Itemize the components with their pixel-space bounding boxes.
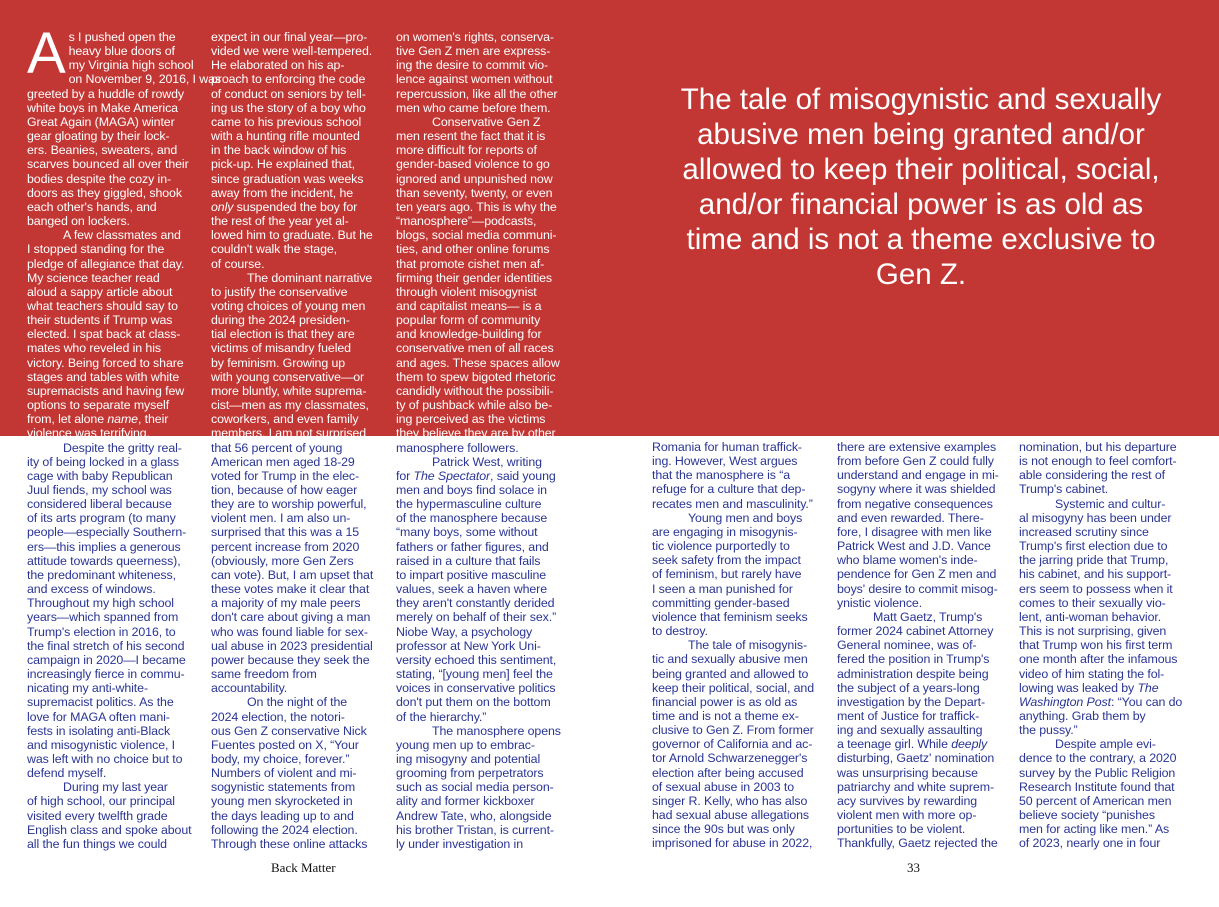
text-line: Trump's cabinet. [1019, 482, 1109, 497]
text-line: Despite ample evi- [1055, 737, 1156, 752]
text-line: nomination, but his departure [1019, 440, 1177, 454]
text-line: Systemic and cultur- [1055, 496, 1166, 511]
text-line: of sexual abuse in 2003 to [652, 779, 795, 794]
text-line: the rest of the year yet al- [211, 214, 349, 229]
text-line: believe society “punishes [1019, 808, 1155, 823]
text-line: conservative men of all races [396, 341, 554, 356]
text-line: aloud a sappy article about [27, 284, 173, 299]
text-line: ing us the story of a boy who [211, 100, 366, 115]
text-line: supremacists and having few [27, 383, 185, 398]
text-line: violence that feminism seeks [652, 609, 808, 624]
text-line: Washington Post: “You can do [1019, 694, 1183, 709]
text-line: understand and engage in mi- [837, 468, 999, 483]
text-line: versity echoed this sentiment, [396, 652, 557, 667]
text-line: violent men. I am also un- [211, 511, 351, 526]
footer-section-title: Back Matter [271, 860, 336, 875]
text-line: since graduation was weeks [211, 171, 364, 186]
text-line: with a hunting rifle mounted [211, 129, 360, 144]
text-line: tion, because of how eager [211, 483, 358, 497]
text-line: pledge of allegiance that day. [27, 256, 185, 271]
text-line: lowed him to graduate. But he [211, 228, 373, 243]
text-line: the predominant whiteness, [27, 567, 176, 582]
text-line: who blame women's inde- [837, 553, 978, 568]
text-line: from, let alone name, their [27, 412, 169, 427]
text-line: al misogyny has been under [1019, 510, 1172, 525]
text-line: s I pushed open the [68, 30, 176, 44]
text-line: I seen a man punished for [652, 581, 793, 596]
text-line: ity of being locked in a glass [27, 454, 179, 469]
text-line: of its arts program (to many [27, 511, 176, 526]
text-line: merely on behalf of their sex.” [396, 610, 557, 625]
text-line: American men aged 18-29 [211, 454, 355, 469]
text-line: are engaging in misogynis- [652, 524, 798, 539]
text-line: each other's hands, and [27, 199, 157, 214]
text-line: tic and sexually abusive men [652, 652, 808, 667]
text-line: is not enough to feel comfort- [1019, 454, 1177, 469]
text-line: scarves bounced all over their [27, 157, 189, 172]
text-line: doors as they giggled, shook [27, 185, 182, 200]
text-line: from before Gen Z could fully [837, 454, 994, 469]
text-line: of high school, our principal [27, 794, 175, 809]
text-line: following the 2024 election. [211, 822, 358, 837]
text-line: ing and sexually assaulting [837, 723, 983, 738]
text-line: ignored and unpunished now [396, 171, 553, 186]
text-line: “manosphere”—podcasts, [396, 214, 537, 229]
text-line: and capitalist means— is a [396, 298, 542, 313]
text-line: what teachers should say to [27, 298, 178, 313]
text-line: Conservative Gen Z [432, 114, 541, 129]
text-line: on women's rights, conserva- [396, 30, 554, 44]
text-line: tial election is that they are [211, 327, 355, 342]
text-line: they are to worship powerful, [211, 497, 367, 512]
text-line: greeted by a huddle of rowdy [27, 86, 185, 101]
text-line: cist—men as my classmates, [211, 398, 369, 413]
text-line: Trump's election in 2016, to [27, 624, 176, 639]
text-line: ous Gen Z conservative Nick [211, 723, 367, 738]
text-line: A few classmates and [63, 228, 181, 243]
text-line: than seventy, twenty, or even [396, 185, 553, 200]
text-line: that the manosphere is “a [652, 468, 791, 483]
text-line: He elaborated on his ap- [211, 58, 345, 73]
text-line: the final stretch of his second [27, 638, 185, 653]
column-4 [652, 440, 830, 851]
text-line: portunities to be violent. [837, 822, 966, 837]
text-line: ly under investigation in [396, 836, 523, 851]
text-line: 50 percent of American men [1019, 793, 1172, 808]
text-line: ers. Beanies, sweaters, and [27, 143, 178, 158]
text-line: his cabinet, and his support- [1019, 567, 1172, 582]
text-line: Despite the gritty real- [63, 440, 182, 455]
text-line: English class and spoke about [27, 822, 192, 837]
text-line: On the night of the [247, 695, 348, 710]
text-line: refuge for a culture that dep- [652, 482, 806, 497]
page-number: 33 [907, 860, 920, 875]
text-line: Research Institute found that [1019, 779, 1175, 794]
text-line: anything. Grab them by [1019, 708, 1146, 723]
text-line: percent increase from 2020 [211, 539, 360, 554]
text-line: Thankfully, Gaetz rejected the [837, 836, 998, 851]
text-line: the subject of a years-long [837, 680, 980, 695]
text-line: nicating my anti-white- [27, 681, 148, 696]
text-line: pendence for Gen Z men and [837, 567, 997, 582]
column-3 [396, 30, 574, 851]
text-line: young men skyrocketed in [211, 794, 353, 809]
text-line: was unsurprising because [837, 765, 978, 780]
text-line: more bluntly, white suprema- [211, 383, 367, 398]
text-line: power because they seek the [211, 652, 370, 667]
text-line: attitude towards queerness), [27, 553, 181, 568]
text-line: options to separate myself [27, 398, 170, 413]
text-line: the hypermasculine culture [396, 497, 542, 512]
text-line: of 2023, nearly one in four [1019, 836, 1161, 851]
text-line: sogyny where it was shielded [837, 482, 996, 497]
column-5 [837, 440, 1015, 851]
text-line: ynistic violence. [837, 595, 923, 610]
text-line: during the 2024 presiden- [211, 313, 350, 328]
text-line: increased scrutiny since [1019, 524, 1149, 539]
text-line: and ages. These spaces allow [396, 355, 560, 370]
text-line: them to spew bigoted rhetoric [396, 369, 556, 384]
text-line: my Virginia high school [68, 58, 194, 73]
text-line: there are extensive examples [837, 440, 997, 454]
text-line: Through these online attacks [211, 836, 368, 851]
text-line: Trump's first election due to [1019, 539, 1168, 554]
text-line: the jarring pride that Trump, [1019, 553, 1169, 568]
text-line: ing. However, West argues [652, 454, 798, 469]
column-2 [211, 30, 389, 851]
text-line: Niobe Way, a psychology [396, 624, 533, 639]
text-line: values, seek a haven where [396, 582, 548, 597]
text-line: heavy blue doors of [68, 44, 175, 59]
text-line: bodies despite the cozy in- [27, 171, 172, 186]
text-line: seek safety from the impact [652, 553, 801, 568]
text-line: only suspended the boy for [211, 199, 358, 214]
text-line: and knowledge-building for [396, 327, 542, 342]
text-line: members, I am not surprised [211, 426, 366, 441]
text-line: able considering the rest of [1019, 468, 1165, 483]
text-line: a teenage girl. While deeply [837, 737, 988, 752]
text-line: violent men with more op- [837, 808, 977, 823]
text-line: elected. I spat back at class- [27, 327, 181, 342]
text-line: Patrick West, writing [432, 454, 542, 469]
text-line: grooming from perpetrators [396, 766, 544, 781]
text-line: During my last year [63, 780, 168, 795]
text-line: ers—this implies a generous [27, 539, 181, 554]
text-line: stating, “[young men] feel the [396, 667, 553, 682]
text-line: patriarchy and white suprem- [837, 779, 994, 794]
text-line: tic violence purportedly to [652, 539, 790, 554]
text-line: governor of California and ac- [652, 737, 813, 752]
text-line: who was found liable for sex- [211, 624, 368, 639]
text-line: keep their political, social, and [652, 680, 815, 695]
text-line: 2024 election, the notori- [211, 709, 345, 724]
text-line: love for MAGA often mani- [27, 709, 170, 724]
text-line: of feminism, but rarely have [652, 567, 802, 582]
text-line: Matt Gaetz, Trump's [873, 609, 983, 624]
text-line: to destroy. [652, 624, 708, 639]
text-line: gender-based violence to go [396, 157, 550, 172]
text-line: they aren't constantly derided [396, 596, 555, 611]
text-line: and misogynistic violence, I [27, 737, 176, 752]
text-line: Young men and boys [688, 510, 803, 525]
text-line: young men up to embrac- [396, 737, 535, 752]
text-line: men for acting like men.” As [1019, 822, 1170, 837]
text-line: My science teacher read [27, 270, 160, 285]
text-line: the pussy.” [1019, 723, 1078, 738]
text-line: Andrew Tate, who, alongside [396, 808, 552, 823]
text-line: don't care about giving a man [211, 610, 371, 625]
text-line: manosphere followers. [396, 440, 519, 455]
text-line: comes to their sexually vio- [1019, 595, 1166, 610]
text-line: popular form of community [396, 313, 541, 328]
text-line: sogynistic statements from [211, 780, 356, 795]
text-line: couldn't walk the stage, [211, 242, 338, 257]
text-line: of the hierarchy.” [396, 709, 487, 724]
text-line: former 2024 cabinet Attorney [837, 624, 994, 639]
text-line: men and boys find solace in [396, 483, 547, 497]
text-line: lowing was leaked by The [1019, 680, 1159, 695]
column-1 [27, 21, 221, 851]
text-line: victims of misandry fueled [211, 341, 351, 356]
pull-quote: The tale of misogynistic and sexually abusive men being granted and/or allowed to keep their political, social, and/or financial power is as old as time and is not a theme exclusive to Gen Z. [680, 83, 1162, 291]
text-line: raised in a culture that fails [396, 553, 541, 568]
text-line: election after being accused [652, 765, 804, 780]
text-line: his brother Tristan, is current- [396, 822, 554, 837]
text-line: people—especially Southern- [27, 525, 187, 540]
text-line: expect in our final year—pro- [211, 30, 368, 44]
text-line: The dominant narrative [247, 270, 373, 285]
text-line: This is not surprising, given [1019, 624, 1167, 639]
text-line: Numbers of violent and mi- [211, 766, 357, 781]
text-line: of the manosphere because [396, 511, 548, 526]
text-line: from negative consequences [837, 496, 993, 511]
text-line: mates who reveled in his [27, 341, 161, 356]
text-line: ing misogyny and potential [396, 751, 541, 766]
text-line: administration despite being [837, 666, 989, 681]
text-line: repercussion, like all the other [396, 86, 558, 101]
text-line: committing gender-based [652, 595, 790, 610]
text-line: a majority of my male peers [211, 596, 361, 611]
text-line: coworkers, and even family [211, 412, 359, 427]
text-line: ten years ago. This is why the [396, 199, 557, 214]
text-line: candidly without the possibili- [396, 383, 554, 398]
drop-cap: A [27, 21, 66, 86]
text-line: dence to the contrary, a 2020 [1019, 751, 1177, 766]
text-line: lence against women without [396, 72, 553, 87]
text-line: tor Arnold Schwarzenegger's [652, 751, 808, 766]
text-line: on November 9, 2016, I was [68, 72, 221, 87]
text-line: I stopped standing for the [27, 242, 165, 257]
text-line: one month after the infamous [1019, 652, 1178, 667]
text-line: financial power is as old as [652, 694, 798, 709]
text-line: professor at New York Uni- [396, 638, 541, 653]
text-line: General nominee, was of- [837, 638, 977, 653]
text-line: for The Spectator, said young [396, 468, 556, 483]
text-line: voted for Trump in the elec- [211, 468, 360, 483]
text-line: acy survives by rewarding [837, 793, 978, 808]
text-line: “many boys, some without [396, 525, 538, 540]
text-line: increasingly fierce in commu- [27, 667, 185, 682]
text-line: cage with baby Republican [27, 468, 173, 483]
text-line: accountability. [211, 681, 288, 696]
text-line: by feminism. Growing up [211, 355, 346, 370]
text-line: tive Gen Z men are express- [396, 44, 551, 59]
text-line: that Trump won his first term [1019, 638, 1173, 653]
text-line: Romania for human traffick- [652, 440, 802, 454]
text-line: video of him stating the fol- [1019, 666, 1165, 681]
text-line: boys' desire to commit misog- [837, 581, 998, 596]
text-line: Great Again (MAGA) winter [27, 114, 175, 129]
text-line: of conduct on seniors by tell- [211, 86, 366, 101]
text-line: white boys in Make America [27, 100, 178, 115]
text-line: clusive to Gen Z. From former [652, 723, 814, 738]
text-line: pick-up. He explained that, [211, 157, 356, 172]
text-line: the days leading up to and [211, 808, 354, 823]
text-line: to impart positive masculine [396, 567, 547, 582]
text-line: disturbing, Gaetz' nomination [837, 751, 995, 766]
text-line: lent, anti-woman behavior. [1019, 609, 1162, 624]
text-line: considered liberal because [27, 497, 172, 512]
text-line: was left with no choice but to [27, 751, 183, 766]
text-line: and excess of windows. [27, 582, 156, 597]
text-line: voting choices of young men [211, 298, 366, 313]
text-line: through violent misogynist [396, 284, 537, 299]
text-line: ment of Justice for traffick- [837, 708, 980, 723]
text-line: proach to enforcing the code [211, 72, 366, 87]
text-line: firming their gender identities [396, 270, 552, 285]
text-line: these votes make it clear that [211, 582, 370, 597]
text-line: body, my choice, forever.” [211, 751, 350, 766]
text-line: Fuentes posted on X, “Your [211, 737, 359, 752]
text-line: in the back window of his [211, 143, 347, 158]
text-line: more difficult for reports of [396, 143, 537, 158]
text-line: Juul fiends, my school was [27, 483, 172, 497]
text-line: visited every twelfth grade [27, 808, 168, 823]
text-line: defend myself. [27, 766, 107, 781]
text-line: years—which spanned from [27, 610, 179, 625]
text-line: ers seem to possess when it [1019, 581, 1173, 596]
text-line: such as social media person- [396, 780, 554, 795]
text-line: men resent the fact that it is [396, 129, 546, 144]
text-line: supremacist politics. As the [27, 695, 174, 710]
text-line: to justify the conservative [211, 284, 348, 299]
text-line: being granted and allowed to [652, 666, 809, 681]
text-line: with young conservative—or [211, 369, 365, 384]
text-line: all the fun things we could [27, 836, 167, 851]
text-line: away from the incident, he [211, 185, 354, 200]
text-line: don't put them on the bottom [396, 695, 551, 710]
text-line: of course. [211, 256, 265, 271]
text-line: and even rewarded. There- [837, 510, 984, 525]
text-line: they believe they are by other [396, 426, 556, 441]
text-line: ties, and other online forums [396, 242, 550, 257]
text-line: fore, I disagree with men like [837, 524, 992, 539]
text-line: ty of pushback while also be- [396, 398, 553, 413]
text-line: since the 90s but was only [652, 822, 795, 837]
text-line: time and is not a theme ex- [652, 708, 799, 723]
column-6 [1019, 440, 1197, 851]
text-line: that 56 percent of young [211, 440, 343, 455]
text-line: violence was terrifying. [27, 426, 150, 441]
text-line: men who came before them. [396, 100, 551, 115]
text-line: voices in conservative politics [396, 681, 556, 696]
text-line: fests in isolating anti-Black [27, 723, 171, 738]
text-line: can vote). But, I am upset that [211, 567, 374, 582]
text-line: blogs, social media communi- [396, 228, 557, 243]
text-line: vided we were well-tempered. [211, 44, 373, 59]
text-line: (obviously, more Gen Zers [211, 553, 354, 568]
text-line: their students if Trump was [27, 313, 173, 328]
text-line: victory. Being forced to share [27, 355, 184, 370]
text-line: The manosphere opens [432, 723, 561, 738]
text-line: banged on lockers. [27, 214, 130, 229]
text-line: ing the desire to commit vio- [396, 58, 549, 73]
text-line: fered the position in Trump's [837, 652, 990, 667]
text-line: ual abuse in 2023 presidential [211, 638, 373, 653]
text-line: that promote cishet men af- [396, 256, 545, 271]
text-line: recates men and masculinity.” [652, 496, 813, 511]
text-line: stages and tables with white [27, 369, 180, 384]
text-line: had sexual abuse allegations [652, 808, 810, 823]
text-line: ality and former kickboxer [396, 794, 535, 809]
text-line: came to his previous school [211, 114, 362, 129]
text-line: Patrick West and J.D. Vance [837, 539, 991, 554]
text-line: same freedom from [211, 667, 317, 682]
text-line: gear gloating by their lock- [27, 129, 170, 144]
text-line: Throughout my high school [27, 596, 174, 611]
text-line: singer R. Kelly, who has also [652, 793, 808, 808]
text-line: The tale of misogynis- [688, 638, 808, 653]
text-line: investigation by the Depart- [837, 694, 986, 709]
text-line: survey by the Public Religion [1019, 765, 1176, 780]
text-line: campaign in 2020—I became [27, 652, 186, 667]
text-line: ing perceived as the victims [396, 412, 546, 427]
text-line: surprised that this was a 15 [211, 525, 360, 540]
text-line: imprisoned for abuse in 2022, [652, 836, 813, 851]
text-line: fathers or father figures, and [396, 539, 549, 554]
